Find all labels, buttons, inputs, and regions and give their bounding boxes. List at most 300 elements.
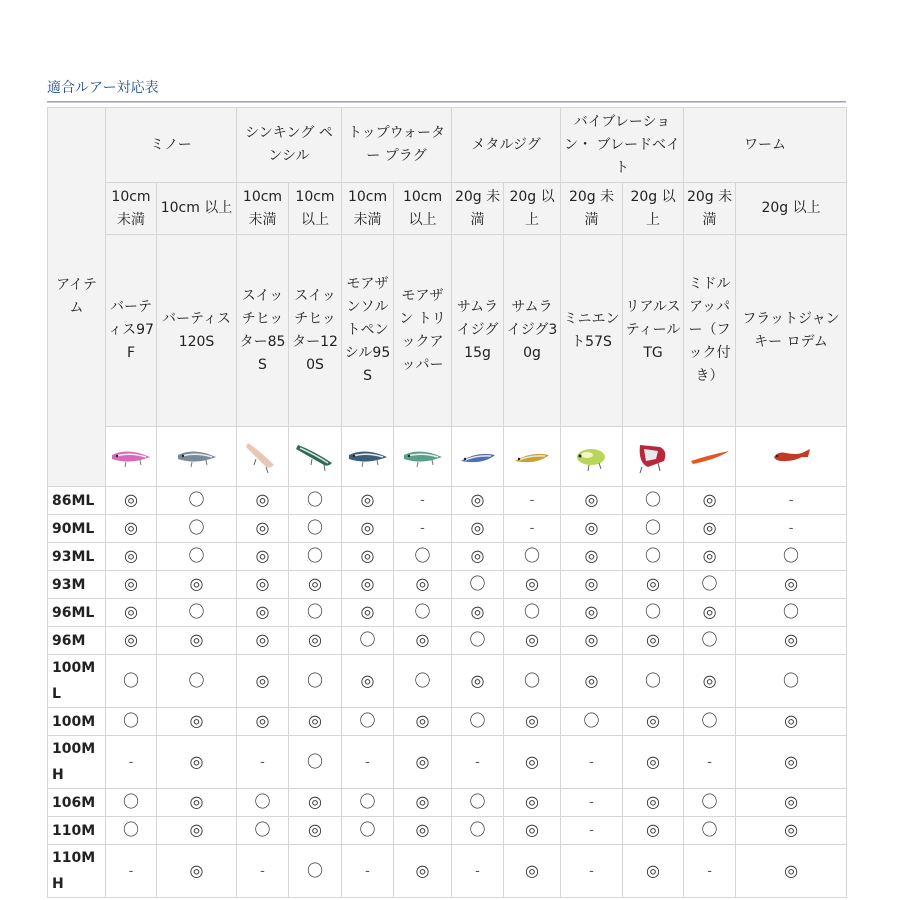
compatibility-cell [623, 817, 684, 845]
compatibility-cell [452, 655, 504, 708]
rod-model-label: 93M [48, 571, 106, 599]
compatibility-mark: ◎ [360, 670, 375, 690]
compatibility-mark: 〇 [307, 490, 324, 509]
compatibility-cell [452, 627, 504, 655]
compatibility-cell [736, 789, 847, 817]
compatibility-mark: ◎ [124, 518, 138, 537]
lure-name: スイッチヒッター85S [237, 235, 289, 427]
size-header: 20g 以上 [623, 183, 684, 235]
compatibility-cell [106, 487, 157, 515]
compatibility-cell [736, 487, 847, 515]
compatibility-mark: 〇 [307, 602, 324, 621]
compatibility-cell [106, 789, 157, 817]
compatibility-mark: ◎ [189, 630, 204, 649]
size-header: 20g 未満 [561, 183, 623, 235]
lure-name: スイッチヒッター120S [289, 235, 342, 427]
compatibility-mark: - [128, 863, 134, 879]
compatibility-mark: ◎ [784, 792, 799, 811]
compatibility-mark: - [128, 754, 134, 770]
compatibility-cell [561, 627, 623, 655]
compatibility-mark: ◎ [646, 820, 661, 839]
compatibility-mark: ◎ [308, 820, 322, 839]
compatibility-cell [342, 736, 394, 789]
compatibility-cell [237, 543, 289, 571]
compatibility-cell [106, 708, 157, 736]
compatibility-cell [623, 655, 684, 708]
lure-name: ミドルアッパー（フック付き） [684, 235, 736, 427]
worm-red-icon [768, 437, 814, 477]
lure-image-cell [684, 427, 736, 487]
compatibility-cell [504, 571, 561, 599]
compatibility-mark: ◎ [360, 602, 375, 621]
compatibility-mark: ◎ [470, 670, 485, 690]
compatibility-cell [106, 817, 157, 845]
compatibility-mark: ◎ [525, 630, 540, 649]
compatibility-cell [394, 845, 452, 898]
compatibility-mark: ◎ [308, 792, 322, 811]
minnow-silver-icon [174, 437, 220, 477]
compatibility-cell [394, 708, 452, 736]
compatibility-mark: - [589, 795, 594, 810]
compatibility-cell [157, 736, 237, 789]
compatibility-mark: ◎ [255, 546, 270, 565]
compatibility-mark: ◎ [124, 490, 138, 509]
compatibility-cell [736, 655, 847, 708]
item-column-header: アイテム [48, 108, 106, 487]
lure-name: バーティス97F [106, 235, 157, 427]
compatibility-cell [561, 599, 623, 627]
compatibility-mark: - [529, 521, 535, 536]
compatibility-mark: ◎ [646, 751, 661, 771]
compatibility-mark: ◎ [584, 546, 599, 565]
topwater-green-icon [400, 437, 446, 477]
compatibility-mark: ◎ [189, 574, 204, 593]
compatibility-cell [157, 845, 237, 898]
lure-image-cell [289, 427, 342, 487]
compatibility-cell [504, 708, 561, 736]
size-header: 10cm 未満 [106, 183, 157, 235]
page-title: 適合ルアー対応表 [47, 80, 159, 96]
compatibility-cell [736, 571, 847, 599]
compatibility-cell [394, 599, 452, 627]
compatibility-mark: ◎ [784, 751, 799, 771]
table-row [48, 543, 847, 571]
lure-name: モアザンソルトペンシル95S [342, 235, 394, 427]
compatibility-mark: 〇 [307, 518, 324, 537]
compatibility-cell [237, 736, 289, 789]
compatibility-mark: 〇 [469, 820, 486, 839]
compatibility-cell [342, 515, 394, 543]
compatibility-mark: ◎ [308, 574, 322, 593]
compatibility-cell [289, 487, 342, 515]
compatibility-mark: - [788, 493, 794, 508]
compatibility-mark: ◎ [646, 574, 661, 593]
compatibility-mark: 〇 [414, 670, 431, 690]
rod-model-label: 96ML [48, 599, 106, 627]
compatibility-mark: ◎ [584, 518, 599, 537]
compatibility-mark: ◎ [784, 630, 799, 649]
compatibility-mark: ◎ [702, 546, 717, 565]
compatibility-cell [452, 543, 504, 571]
table-row [48, 515, 847, 543]
compatibility-cell [237, 627, 289, 655]
compatibility-mark: ◎ [415, 751, 430, 771]
compatibility-mark: 〇 [307, 751, 324, 771]
compatibility-mark: ◎ [360, 518, 375, 537]
jig-gold-icon [509, 437, 555, 477]
size-header: 10cm 以上 [394, 183, 452, 235]
compatibility-cell [684, 543, 736, 571]
compatibility-mark: ◎ [189, 860, 204, 880]
compatibility-cell [684, 736, 736, 789]
compatibility-mark: ◎ [525, 820, 540, 839]
compatibility-cell [106, 515, 157, 543]
compatibility-cell [504, 515, 561, 543]
compatibility-cell [394, 571, 452, 599]
rod-model-label: 106M [48, 789, 106, 817]
compatibility-cell [561, 655, 623, 708]
compatibility-mark: 〇 [645, 602, 662, 621]
rod-model-label: 100M [48, 708, 106, 736]
rod-model-label: 110MH [48, 845, 106, 898]
compatibility-cell [342, 845, 394, 898]
compatibility-cell [106, 736, 157, 789]
compatibility-cell [684, 817, 736, 845]
compatibility-mark: ◎ [702, 670, 717, 690]
compatibility-cell [452, 845, 504, 898]
compatibility-cell [452, 736, 504, 789]
compatibility-mark: ◎ [525, 574, 540, 593]
compatibility-cell [106, 543, 157, 571]
compatibility-mark: - [365, 754, 370, 770]
category-header-vibration: バイブレーション・ ブレードベイト [561, 108, 684, 183]
jig-blue-icon [455, 437, 501, 477]
compatibility-cell [684, 655, 736, 708]
compatibility-cell [289, 655, 342, 708]
compatibility-cell [289, 543, 342, 571]
compatibility-mark: ◎ [124, 574, 138, 593]
compatibility-mark: 〇 [469, 630, 486, 649]
compatibility-cell [452, 487, 504, 515]
table-row [48, 599, 847, 627]
compatibility-cell [561, 708, 623, 736]
table-row [48, 655, 847, 708]
compatibility-mark: ◎ [646, 630, 661, 649]
compatibility-cell [684, 571, 736, 599]
rod-model-label: 93ML [48, 543, 106, 571]
compatibility-cell [561, 571, 623, 599]
compatibility-cell [342, 627, 394, 655]
compatibility-cell [623, 571, 684, 599]
compatibility-cell [561, 487, 623, 515]
rod-model-label: 86ML [48, 487, 106, 515]
size-header: 10cm 以上 [157, 183, 237, 235]
compatibility-mark: ◎ [525, 792, 540, 811]
compatibility-cell [504, 627, 561, 655]
compatibility-mark: ◎ [525, 860, 540, 880]
category-header-metal-jig: メタルジグ [452, 108, 561, 183]
compatibility-mark: - [707, 754, 712, 770]
minnow-pink-icon [108, 437, 154, 477]
compatibility-mark: - [260, 863, 265, 879]
compatibility-cell [289, 789, 342, 817]
compatibility-cell [342, 789, 394, 817]
compatibility-mark: ◎ [584, 630, 599, 649]
compatibility-mark: 〇 [701, 711, 718, 730]
compatibility-mark: 〇 [122, 820, 139, 839]
compatibility-mark: 〇 [122, 792, 139, 811]
compatibility-cell [237, 487, 289, 515]
compatibility-mark: - [475, 863, 480, 879]
compatibility-cell [736, 845, 847, 898]
table-row [48, 736, 847, 789]
size-header: 20g 未満 [452, 183, 504, 235]
compatibility-cell [342, 599, 394, 627]
compatibility-mark: ◎ [255, 490, 270, 509]
compatibility-cell [736, 817, 847, 845]
compatibility-mark: ◎ [702, 490, 717, 509]
compatibility-cell [157, 789, 237, 817]
table-row [48, 627, 847, 655]
table-row [48, 817, 847, 845]
compatibility-mark: ◎ [584, 490, 599, 509]
compatibility-mark: 〇 [307, 670, 324, 690]
compatibility-cell [237, 845, 289, 898]
size-header: 20g 未満 [684, 183, 736, 235]
compatibility-mark: 〇 [645, 670, 662, 690]
compatibility-mark: ◎ [784, 820, 799, 839]
compatibility-mark: 〇 [122, 670, 139, 690]
compatibility-cell [157, 515, 237, 543]
compatibility-cell [289, 599, 342, 627]
compatibility-mark: 〇 [359, 792, 376, 811]
compatibility-cell [394, 655, 452, 708]
lure-image-cell [237, 427, 289, 487]
compatibility-cell [237, 571, 289, 599]
compatibility-cell [623, 845, 684, 898]
compatibility-cell [157, 571, 237, 599]
compatibility-mark: 〇 [188, 670, 205, 690]
vibe-chart-icon [569, 437, 615, 477]
compatibility-cell [504, 789, 561, 817]
compatibility-cell [736, 599, 847, 627]
category-header-minnow: ミノー [106, 108, 237, 183]
compatibility-cell [504, 543, 561, 571]
lure-image-cell [157, 427, 237, 487]
compatibility-cell [452, 817, 504, 845]
lure-image-cell [342, 427, 394, 487]
compatibility-mark: - [589, 754, 594, 770]
compatibility-cell [394, 515, 452, 543]
compatibility-mark: ◎ [584, 602, 599, 621]
rod-model-label: 100MH [48, 736, 106, 789]
compatibility-mark: - [260, 754, 265, 770]
compatibility-mark: 〇 [188, 490, 205, 509]
compatibility-mark: ◎ [124, 602, 138, 621]
compatibility-cell [289, 571, 342, 599]
worm-orange-icon [687, 437, 733, 477]
compatibility-cell [157, 487, 237, 515]
compatibility-mark: 〇 [359, 711, 376, 730]
compatibility-mark: ◎ [415, 574, 430, 593]
lure-name: モアザン トリックアッパー [394, 235, 452, 427]
compatibility-mark: 〇 [469, 792, 486, 811]
compatibility-cell [289, 708, 342, 736]
compatibility-cell [157, 655, 237, 708]
blade-red-icon [630, 437, 676, 477]
compatibility-mark: ◎ [415, 630, 430, 649]
compatibility-mark: 〇 [701, 630, 718, 649]
compatibility-mark: 〇 [524, 546, 541, 565]
compatibility-cell [452, 708, 504, 736]
compatibility-mark: ◎ [702, 518, 717, 537]
compatibility-cell [452, 789, 504, 817]
compatibility-cell [342, 655, 394, 708]
compatibility-mark: 〇 [645, 518, 662, 537]
compatibility-cell [623, 543, 684, 571]
compatibility-cell [623, 789, 684, 817]
compatibility-mark: 〇 [645, 490, 662, 509]
compatibility-cell [736, 515, 847, 543]
compatibility-mark: 〇 [414, 602, 431, 621]
compatibility-cell [157, 708, 237, 736]
lure-image-cell [561, 427, 623, 487]
compatibility-mark: ◎ [584, 574, 599, 593]
compatibility-mark: 〇 [254, 820, 271, 839]
lure-name: バーティス120S [157, 235, 237, 427]
compatibility-cell [561, 515, 623, 543]
compatibility-cell [106, 571, 157, 599]
compatibility-mark: - [589, 823, 594, 838]
compatibility-mark: 〇 [469, 574, 486, 593]
compatibility-mark: 〇 [188, 518, 205, 537]
compatibility-mark: ◎ [189, 751, 204, 771]
lure-image-cell [504, 427, 561, 487]
compatibility-mark: ◎ [646, 711, 661, 730]
compatibility-cell [157, 817, 237, 845]
compatibility-cell [504, 599, 561, 627]
compatibility-cell [623, 599, 684, 627]
compatibility-cell [452, 515, 504, 543]
compatibility-cell [504, 487, 561, 515]
compatibility-cell [237, 817, 289, 845]
compatibility-mark: ◎ [189, 792, 204, 811]
compatibility-cell [561, 817, 623, 845]
compatibility-mark: 〇 [524, 670, 541, 690]
compatibility-mark: ◎ [646, 792, 661, 811]
compatibility-cell [504, 736, 561, 789]
compatibility-mark: 〇 [524, 602, 541, 621]
compatibility-cell [394, 817, 452, 845]
pencil-blue-icon [345, 437, 391, 477]
compatibility-mark: 〇 [414, 546, 431, 565]
compatibility-cell [237, 789, 289, 817]
compatibility-mark: ◎ [255, 711, 270, 730]
compatibility-mark: - [707, 863, 712, 879]
category-header-worm: ワーム [684, 108, 847, 183]
compatibility-cell [289, 627, 342, 655]
compatibility-mark: 〇 [122, 711, 139, 730]
lure-compatibility-table [47, 107, 847, 898]
compatibility-mark: ◎ [124, 546, 138, 565]
compatibility-mark: ◎ [646, 860, 661, 880]
compatibility-cell [237, 599, 289, 627]
compatibility-mark: 〇 [783, 546, 800, 565]
lure-image-cell [452, 427, 504, 487]
compatibility-mark: - [475, 754, 480, 770]
lure-image-cell [736, 427, 847, 487]
compatibility-cell [736, 543, 847, 571]
compatibility-mark: ◎ [360, 490, 375, 509]
size-header: 20g 以上 [504, 183, 561, 235]
compatibility-mark: ◎ [415, 860, 430, 880]
compatibility-cell [684, 487, 736, 515]
compatibility-cell [106, 845, 157, 898]
compatibility-mark: ◎ [308, 711, 322, 730]
compatibility-mark: ◎ [415, 711, 430, 730]
compatibility-cell [289, 845, 342, 898]
lure-name: フラットジャンキー ロデム [736, 235, 847, 427]
compatibility-mark: ◎ [308, 630, 322, 649]
compatibility-mark: 〇 [469, 711, 486, 730]
compatibility-mark: 〇 [701, 574, 718, 593]
compatibility-mark: ◎ [584, 670, 599, 690]
rod-model-label: 96M [48, 627, 106, 655]
lure-image-cell [106, 427, 157, 487]
compatibility-mark: ◎ [784, 860, 799, 880]
compatibility-mark: ◎ [784, 711, 799, 730]
compatibility-mark: - [420, 521, 425, 536]
compatibility-mark: 〇 [254, 792, 271, 811]
compatibility-cell [342, 487, 394, 515]
lure-name: ミニエント57S [561, 235, 623, 427]
compatibility-cell [504, 817, 561, 845]
compatibility-cell [561, 789, 623, 817]
compatibility-cell [342, 817, 394, 845]
compatibility-cell [452, 599, 504, 627]
compatibility-cell [504, 655, 561, 708]
rod-model-label: 100ML [48, 655, 106, 708]
category-header-topwater: トップウォーター プラグ [342, 108, 452, 183]
compatibility-mark: ◎ [255, 518, 270, 537]
compatibility-cell [342, 571, 394, 599]
compatibility-cell [289, 736, 342, 789]
compatibility-cell [157, 599, 237, 627]
category-header-sinking-pencil: シンキング ペンシル [237, 108, 342, 183]
compatibility-mark: ◎ [255, 574, 270, 593]
lure-name: リアルスティールTG [623, 235, 684, 427]
compatibility-mark: 〇 [307, 860, 324, 880]
compatibility-cell [237, 515, 289, 543]
compatibility-cell [342, 543, 394, 571]
table-row [48, 845, 847, 898]
compatibility-mark: ◎ [360, 546, 375, 565]
compatibility-cell [684, 627, 736, 655]
compatibility-mark: ◎ [189, 820, 204, 839]
compatibility-cell [561, 736, 623, 789]
size-header: 20g 以上 [736, 183, 847, 235]
compatibility-cell [684, 515, 736, 543]
compatibility-mark: ◎ [255, 630, 270, 649]
compatibility-cell [394, 543, 452, 571]
compatibility-mark: 〇 [188, 546, 205, 565]
compatibility-cell [561, 543, 623, 571]
compatibility-mark: - [529, 493, 535, 508]
compatibility-mark: 〇 [645, 546, 662, 565]
lure-image-cell [623, 427, 684, 487]
compatibility-mark: ◎ [360, 574, 375, 593]
lure-image-cell [394, 427, 452, 487]
